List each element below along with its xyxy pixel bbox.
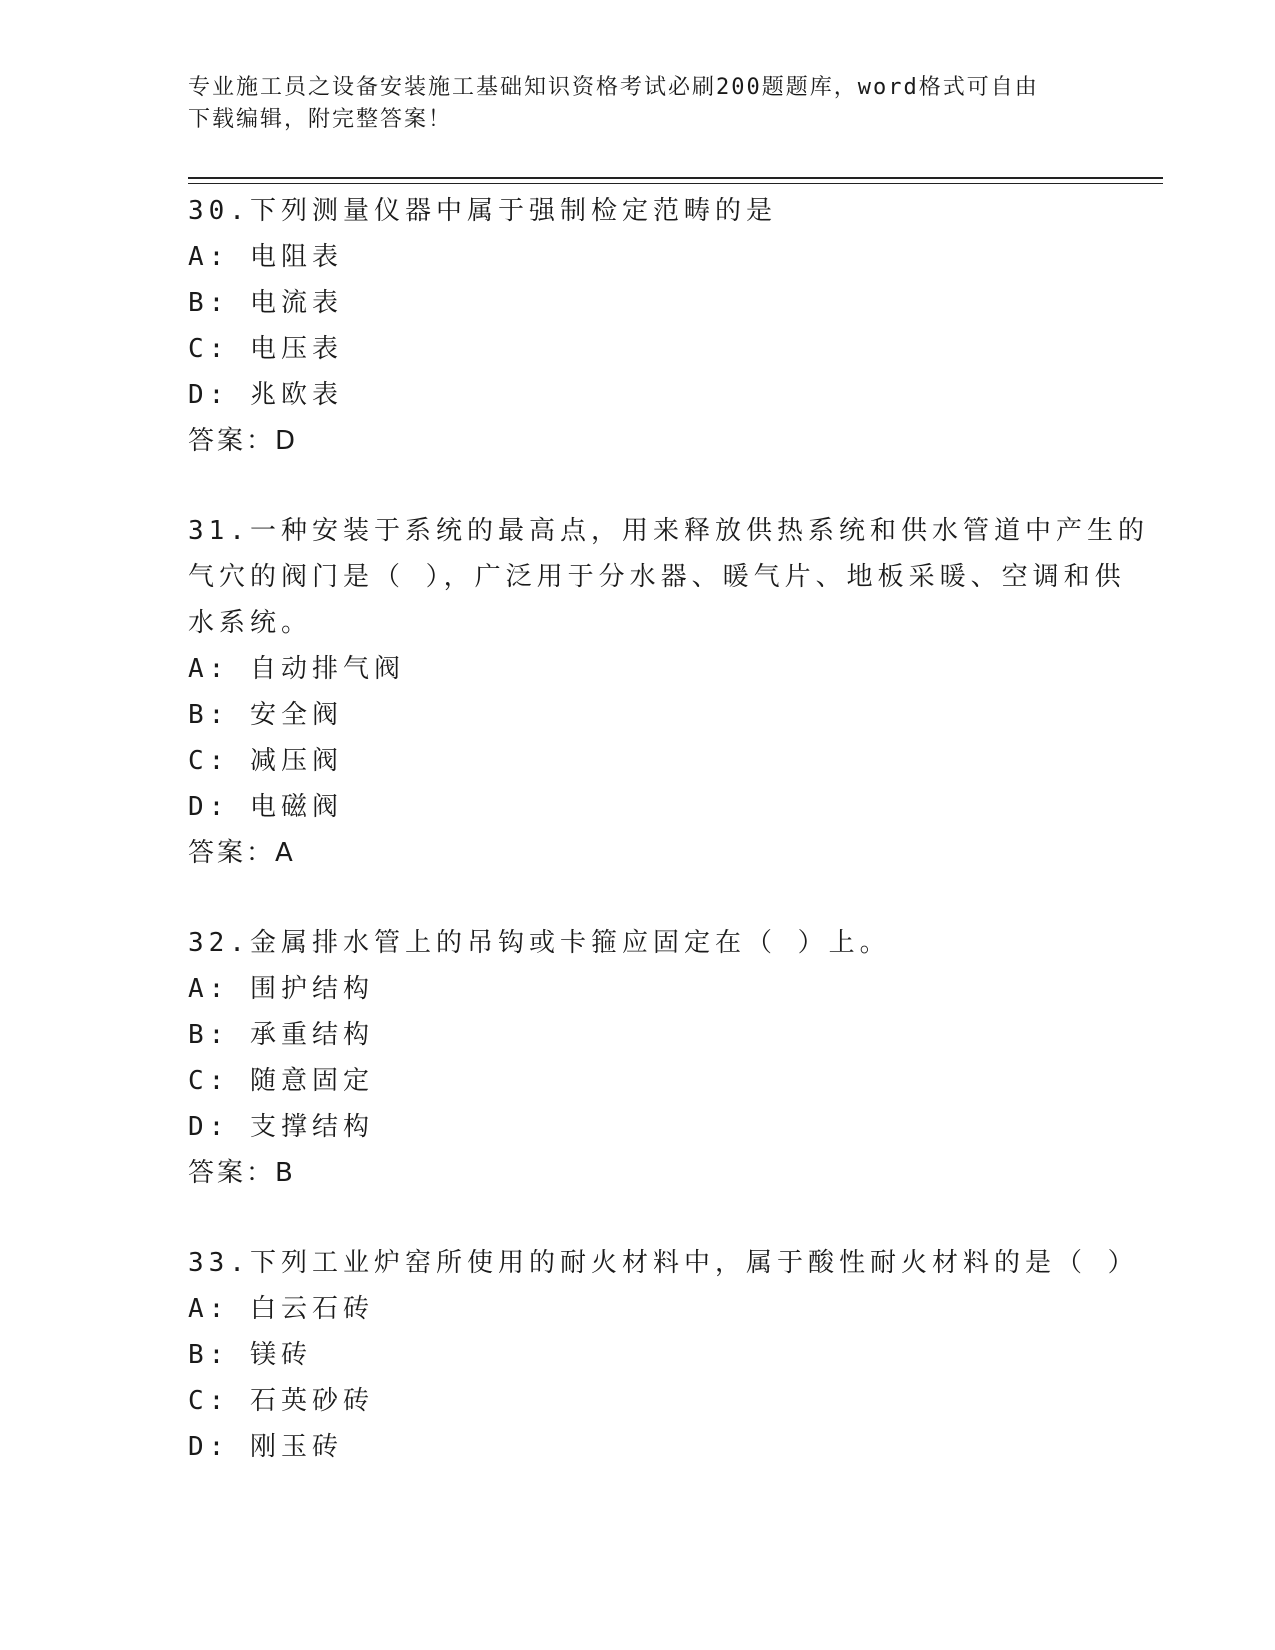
option-b: B: 承重结构 <box>188 1020 374 1050</box>
option-d: D: 刚玉砖 <box>188 1432 343 1462</box>
option-b: B: 电流表 <box>188 288 343 318</box>
option-d: D: 支撑结构 <box>188 1112 374 1142</box>
option-d: D: 兆欧表 <box>188 380 343 410</box>
option-a: A: 电阻表 <box>188 242 343 272</box>
question-text: 31.一种安装于系统的最高点，用来释放供热系统和供水管道中产生的 <box>188 516 1149 546</box>
answer-label: 答案：B <box>188 1158 296 1188</box>
question-block <box>188 920 1088 1196</box>
header-divider-thick <box>188 177 1163 179</box>
option-c: C: 随意固定 <box>188 1066 374 1096</box>
option-a: A: 围护结构 <box>188 974 374 1004</box>
option-a: A: 白云石砖 <box>188 1294 374 1324</box>
option-d: D: 电磁阀 <box>188 792 343 822</box>
question-list <box>188 188 1149 1470</box>
header-line-2: 下载编辑，附完整答案！ <box>188 107 453 132</box>
option-b: B: 安全阀 <box>188 700 343 730</box>
question-text: 30.下列测量仪器中属于强制检定范畴的是 <box>188 196 777 226</box>
question-text: 气穴的阀门是（ ），广泛用于分水器、暖气片、地板采暖、空调和供 <box>188 562 1126 592</box>
option-c: C: 电压表 <box>188 334 343 364</box>
header-divider-thin <box>188 183 1163 184</box>
option-b: B: 镁砖 <box>188 1340 312 1370</box>
option-c: C: 减压阀 <box>188 746 343 776</box>
question-text: 水系统。 <box>188 608 313 638</box>
answer-label: 答案：A <box>188 838 296 868</box>
question-text: 32.金属排水管上的吊钩或卡箍应固定在（ ）上。 <box>188 928 891 958</box>
question-block <box>188 508 1149 876</box>
answer-label: 答案：D <box>188 426 299 456</box>
header-line-1: 专业施工员之设备安装施工基础知识资格考试必刷200题题库，word格式可自由 <box>188 75 1039 100</box>
question-text: 33.下列工业炉窑所使用的耐火材料中，属于酸性耐火材料的是（ ） <box>188 1248 1139 1278</box>
option-a: A: 自动排气阀 <box>188 654 405 684</box>
document-header <box>188 72 1088 136</box>
question-block <box>188 188 1088 464</box>
option-c: C: 石英砂砖 <box>188 1386 374 1416</box>
question-block <box>188 1240 1139 1470</box>
